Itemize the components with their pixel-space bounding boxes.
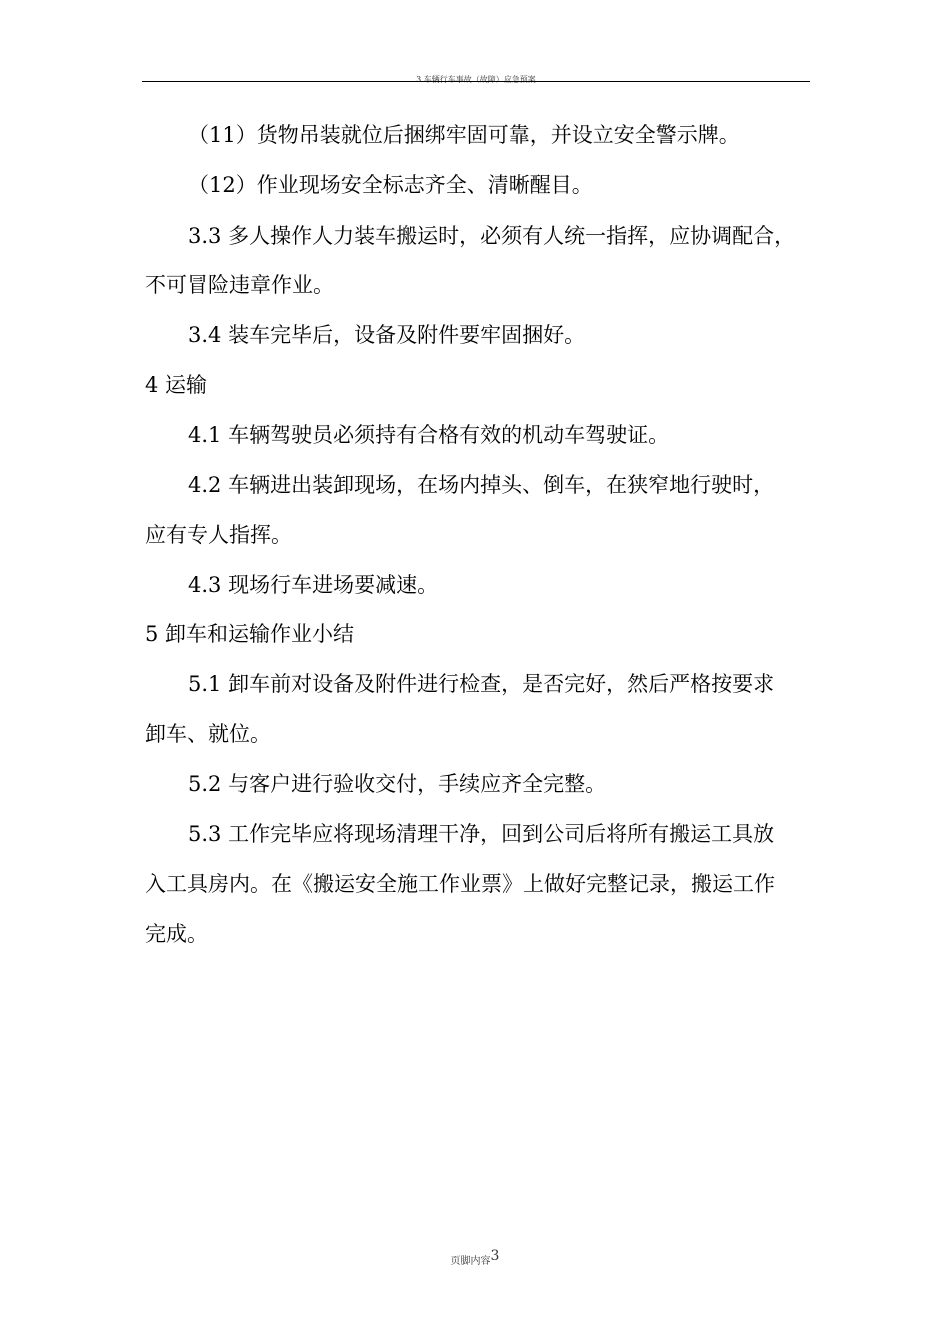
paragraph-line: （12）作业现场安全标志齐全、清晰醒目。 <box>188 173 593 197</box>
paragraph-line: 3.4 装车完毕后，设备及附件要牢固捆好。 <box>188 323 586 347</box>
page-header: 3 车辆行车事故（故障）应急预案 <box>416 75 536 84</box>
section-heading: 5 卸车和运输作业小结 <box>145 622 355 646</box>
paragraph-line: （11）货物吊装就位后捆绑牢固可靠，并设立安全警示牌。 <box>188 123 740 147</box>
page-footer <box>0 1248 950 1270</box>
paragraph-line: 5.3 工作完毕应将现场清理干净，回到公司后将所有搬运工具放 <box>188 822 775 846</box>
header-divider <box>142 81 810 82</box>
paragraph-line: 5.1 卸车前对设备及附件进行检查，是否完好，然后严格按要求 <box>188 672 775 696</box>
footer-label: 页脚内容 <box>450 1256 491 1267</box>
paragraph-line: 卸车、就位。 <box>145 722 271 746</box>
paragraph-line: 5.2 与客户进行验收交付，手续应齐全完整。 <box>188 772 607 796</box>
paragraph-line: 3.3 多人操作人力装车搬运时，必须有人统一指挥，应协调配合， <box>188 224 796 248</box>
paragraph-line: 不可冒险违章作业。 <box>145 273 334 297</box>
paragraph-line: 4.2 车辆进出装卸现场，在场内掉头、倒车，在狭窄地行驶时， <box>188 473 775 497</box>
paragraph-line: 完成。 <box>145 922 208 946</box>
page-number: 3 <box>490 1248 500 1264</box>
section-heading: 4 运输 <box>145 373 208 397</box>
paragraph-line: 应有专人指挥。 <box>145 523 292 547</box>
paragraph-line: 4.1 车辆驾驶员必须持有合格有效的机动车驾驶证。 <box>188 423 670 447</box>
paragraph-line: 4.3 现场行车进场要减速。 <box>188 573 439 597</box>
paragraph-line: 入工具房内。在《搬运安全施工作业票》上做好完整记录，搬运工作 <box>145 872 775 896</box>
